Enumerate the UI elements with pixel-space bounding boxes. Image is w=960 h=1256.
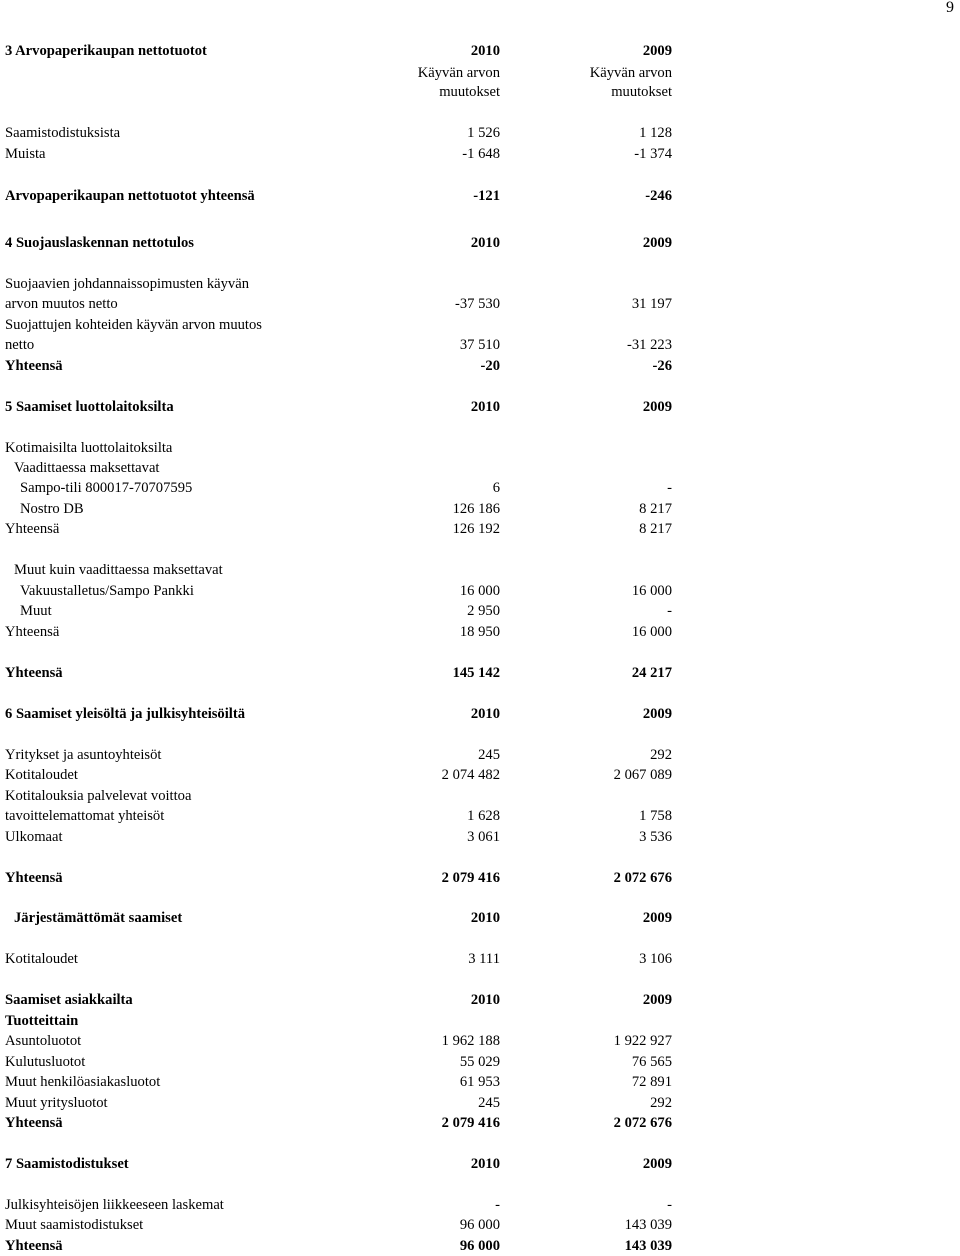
row-label: Ulkomaat (5, 829, 63, 845)
value-2010: 18 950 (459, 624, 500, 640)
table-row (0, 745, 700, 765)
value-2010: 2010 (470, 235, 500, 251)
row-label: Yhteensä (5, 665, 63, 681)
value-2010: -20 (480, 358, 500, 374)
table-row (0, 560, 700, 580)
row-label: Muut (20, 603, 52, 619)
value-2010: -121 (473, 188, 500, 204)
value-2009: 292 (650, 747, 672, 763)
table-row (0, 294, 700, 314)
table-row (0, 806, 700, 826)
row-label: Nostro DB (20, 501, 84, 517)
value-2010: 2010 (470, 43, 500, 59)
table-row (0, 63, 700, 83)
value-2009: 2 072 676 (613, 870, 672, 886)
row-label: Yhteensä (5, 521, 60, 537)
value-2010: 96 000 (459, 1238, 500, 1254)
value-2009: 292 (650, 1095, 672, 1111)
value-2010: Käyvän arvon (417, 65, 500, 81)
row-label: Yhteensä (5, 358, 63, 374)
value-2009: - (667, 1197, 672, 1213)
value-2009: -246 (645, 188, 672, 204)
table-row (0, 438, 700, 458)
row-label: Yhteensä (5, 870, 63, 886)
row-label: Kulutusluotot (5, 1054, 86, 1070)
value-2010: 2010 (470, 910, 500, 926)
table-row (0, 458, 700, 478)
value-2009: muutokset (611, 84, 672, 100)
value-2010: 6 (492, 480, 500, 496)
value-2009: 16 000 (631, 624, 672, 640)
value-2010: 145 142 (452, 665, 500, 681)
row-label: Yhteensä (5, 1238, 63, 1254)
row-label: Tuotteittain (5, 1013, 79, 1029)
table-row (0, 1072, 700, 1092)
value-2009: 2 072 676 (613, 1115, 672, 1131)
value-2010: 2 079 416 (441, 1115, 500, 1131)
value-2009: 8 217 (639, 501, 672, 517)
table-row (0, 1052, 700, 1072)
row-label: Sampo-tili 800017-70707595 (20, 480, 193, 496)
value-2009: 2009 (642, 992, 672, 1008)
value-2010: 55 029 (459, 1054, 500, 1070)
row-label: Suojaavien johdannaissopimusten käyvän (5, 276, 249, 292)
value-2010: 96 000 (459, 1217, 500, 1233)
value-2010: 3 061 (467, 829, 500, 845)
value-2010: 16 000 (459, 583, 500, 599)
value-2009: 72 891 (631, 1074, 672, 1090)
value-2010: 2010 (470, 399, 500, 415)
row-label: 6 Saamiset yleisöltä ja julkisyhteisöiltä (5, 706, 245, 722)
value-2009: 1 758 (639, 808, 672, 824)
row-label: Muut yritysluotot (5, 1095, 108, 1111)
value-2010: -37 530 (455, 296, 500, 312)
table-row (0, 123, 700, 143)
value-2009: 16 000 (631, 583, 672, 599)
table-row (0, 908, 700, 928)
row-label: 5 Saamiset luottolaitoksilta (5, 399, 174, 415)
row-label: Yhteensä (5, 1115, 63, 1131)
value-2009: 24 217 (631, 665, 672, 681)
table-row (0, 786, 700, 806)
table-row (0, 827, 700, 847)
row-label: Vaadittaessa maksettavat (14, 460, 160, 476)
row-label: 7 Saamistodistukset (5, 1156, 129, 1172)
row-label: Vakuustalletus/Sampo Pankki (20, 583, 194, 599)
value-2010: -1 648 (462, 146, 500, 162)
value-2010: muutokset (439, 84, 500, 100)
row-label: Saamistodistuksista (5, 125, 121, 141)
value-2009: -26 (652, 358, 672, 374)
row-label: arvon muutos netto (5, 296, 118, 312)
value-2010: 37 510 (459, 337, 500, 353)
table-row (0, 82, 700, 102)
table-row (0, 949, 700, 969)
table-row (0, 478, 700, 498)
value-2009: 8 217 (639, 521, 672, 537)
table-row (0, 990, 700, 1010)
value-2009: 76 565 (631, 1054, 672, 1070)
table-row (0, 335, 700, 355)
value-2009: 2009 (642, 910, 672, 926)
value-2010: 2010 (470, 1156, 500, 1172)
value-2009: - (667, 480, 672, 496)
row-label: Järjestämättömät saamiset (14, 910, 183, 926)
value-2009: 1 922 927 (613, 1033, 672, 1049)
value-2009: 2009 (642, 706, 672, 722)
value-2010: 2 950 (467, 603, 500, 619)
value-2009: 3 106 (639, 951, 672, 967)
value-2010: 1 628 (467, 808, 500, 824)
table-row (0, 519, 700, 539)
table-row (0, 581, 700, 601)
value-2010: 2010 (470, 706, 500, 722)
value-2010: 126 186 (452, 501, 500, 517)
table-row (0, 397, 700, 417)
value-2010: 1 962 188 (441, 1033, 500, 1049)
table-row (0, 233, 700, 253)
value-2009: 2009 (642, 1156, 672, 1172)
row-label: Kotitaloudet (5, 951, 78, 967)
table-row (0, 1093, 700, 1113)
table-row (0, 1154, 700, 1174)
value-2009: 2 067 089 (613, 767, 672, 783)
value-2009: -1 374 (634, 146, 672, 162)
value-2009: 2009 (642, 399, 672, 415)
value-2009: Käyvän arvon (589, 65, 672, 81)
table-row (0, 1113, 700, 1133)
value-2009: -31 223 (627, 337, 672, 353)
row-label: 4 Suojauslaskennan nettotulos (5, 235, 194, 251)
value-2010: - (495, 1197, 500, 1213)
value-2010: 2010 (470, 992, 500, 1008)
table-row (0, 274, 700, 294)
row-label: Muut kuin vaadittaessa maksettavat (14, 562, 223, 578)
table-row (0, 315, 700, 335)
table-row (0, 704, 700, 724)
value-2009: 143 039 (624, 1217, 672, 1233)
row-label: Kotimaisilta luottolaitoksilta (5, 440, 173, 456)
table-row (0, 144, 700, 164)
table-row (0, 1215, 700, 1235)
value-2009: 1 128 (639, 125, 672, 141)
table-row (0, 1236, 700, 1256)
table-row (0, 601, 700, 621)
row-label: Kotitalouksia palvelevat voittoa (5, 788, 192, 804)
row-label: Suojattujen kohteiden käyvän arvon muutos (5, 317, 262, 333)
value-2010: 126 192 (452, 521, 500, 537)
value-2009: 2009 (642, 43, 672, 59)
table-row (0, 868, 700, 888)
value-2010: 245 (478, 747, 500, 763)
value-2010: 1 526 (467, 125, 500, 141)
value-2009: 3 536 (639, 829, 672, 845)
table-row (0, 1031, 700, 1051)
row-label: netto (5, 337, 35, 353)
value-2009: 143 039 (624, 1238, 672, 1254)
row-label: Arvopaperikaupan nettotuotot yhteensä (5, 188, 255, 204)
value-2010: 3 111 (468, 951, 500, 967)
table-row (0, 41, 700, 61)
table-row (0, 356, 700, 376)
value-2009: 2009 (642, 235, 672, 251)
row-label: Muut saamistodistukset (5, 1217, 144, 1233)
row-label: Yhteensä (5, 624, 60, 640)
page-number: 9 (946, 0, 954, 16)
row-label: Yritykset ja asuntoyhteisöt (5, 747, 162, 763)
value-2009: 31 197 (631, 296, 672, 312)
row-label: Julkisyhteisöjen liikkeeseen laskemat (5, 1197, 224, 1213)
table-row (0, 663, 700, 683)
value-2010: 61 953 (459, 1074, 500, 1090)
value-2010: 2 074 482 (441, 767, 500, 783)
table-row (0, 765, 700, 785)
row-label: Muista (5, 146, 46, 162)
row-label: Kotitaloudet (5, 767, 78, 783)
row-label: 3 Arvopaperikaupan nettotuotot (5, 43, 207, 59)
table-row (0, 622, 700, 642)
value-2010: 245 (478, 1095, 500, 1111)
value-2009: - (667, 603, 672, 619)
row-label: Asuntoluotot (5, 1033, 82, 1049)
row-label: Saamiset asiakkailta (5, 992, 133, 1008)
row-label: Muut henkilöasiakasluotot (5, 1074, 161, 1090)
value-2010: 2 079 416 (441, 870, 500, 886)
row-label: tavoittelemattomat yhteisöt (5, 808, 165, 824)
table-row (0, 1011, 700, 1031)
table-row (0, 1195, 700, 1215)
table-row (0, 499, 700, 519)
table-row (0, 186, 700, 206)
